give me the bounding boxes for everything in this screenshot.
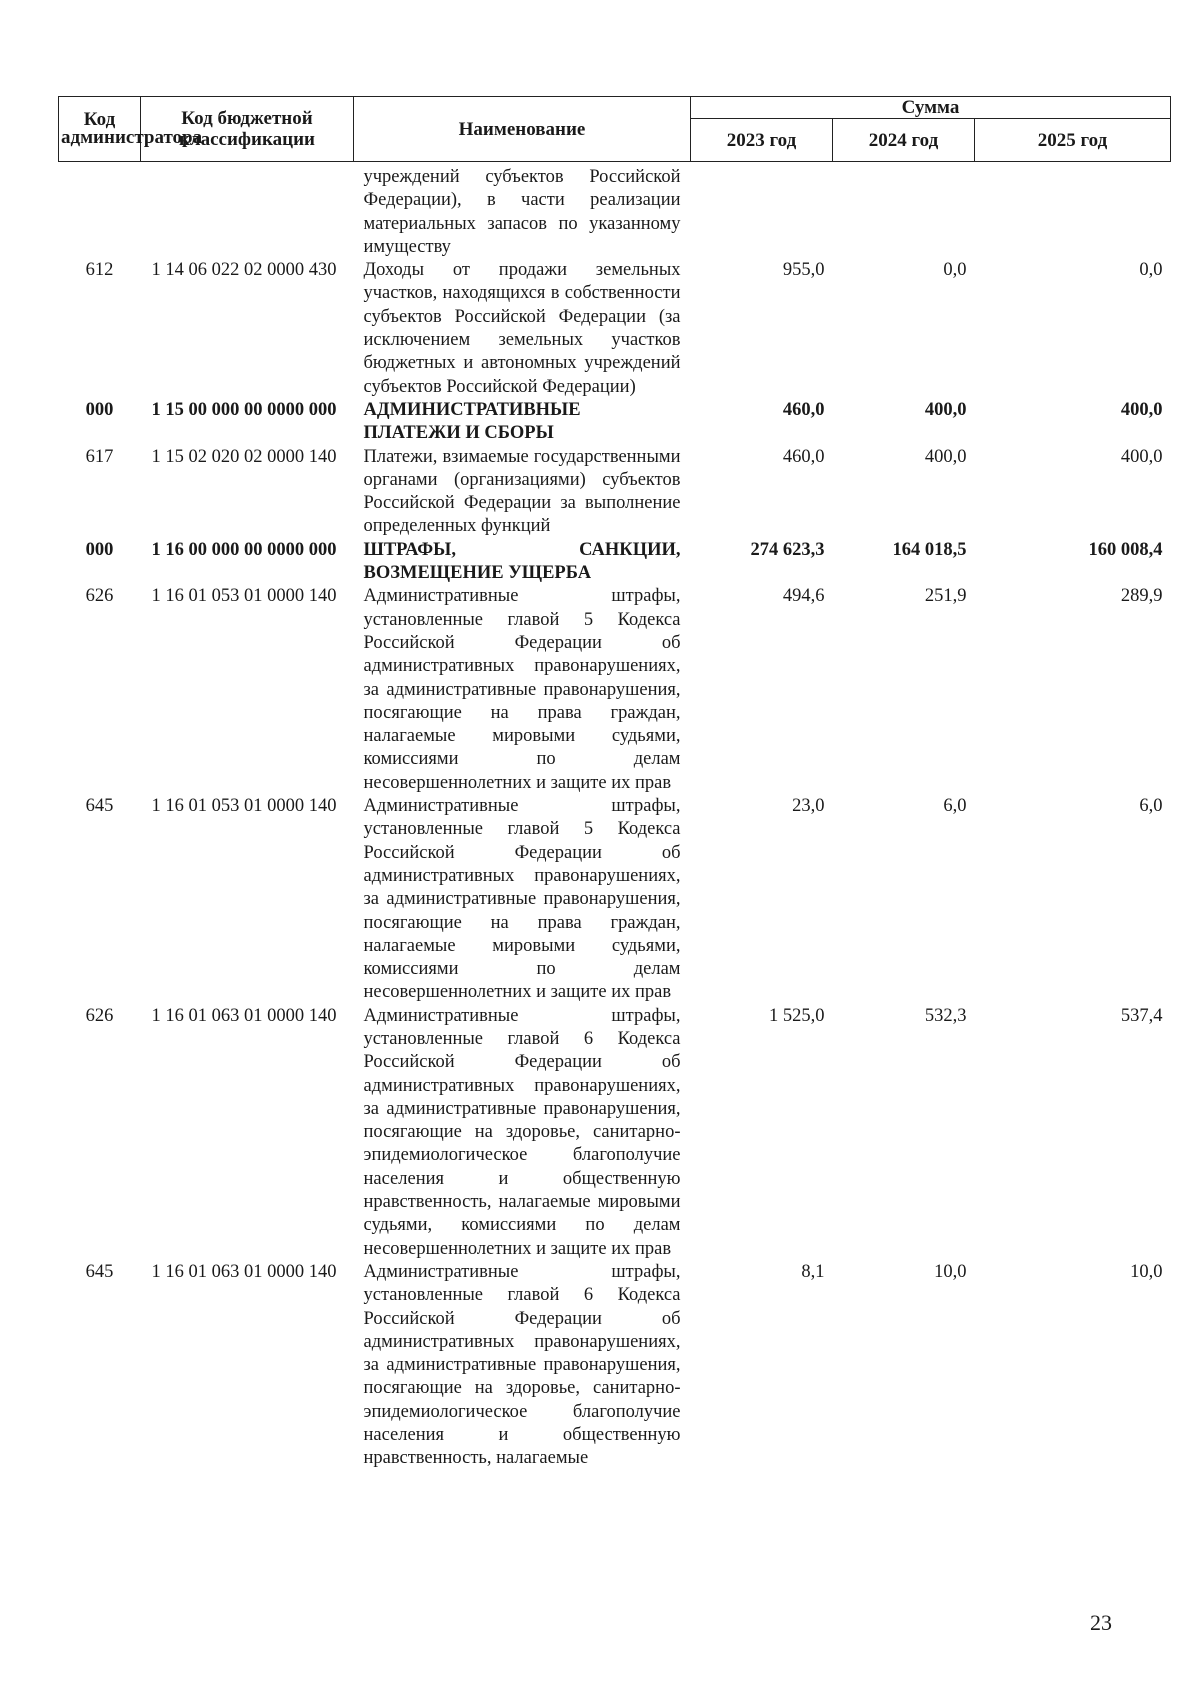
amount-2025-cell: 400,0: [1120, 399, 1163, 420]
admin-code-cell: 645: [85, 796, 114, 817]
kbk-cell: 1 15 00 000 00 0000 000: [151, 399, 337, 420]
amount-2023-cell: 460,0: [782, 399, 825, 420]
admin-code-cell: [59, 162, 141, 260]
table-row: [59, 1005, 1171, 1261]
header-year-2024: 2024 год: [833, 119, 975, 162]
page-number: 23: [1090, 1610, 1112, 1635]
admin-code-cell: 645: [85, 1261, 114, 1282]
admin-code-cell: 000: [85, 539, 114, 560]
header-year-2023: 2023 год: [691, 119, 833, 162]
header-sum: Сумма: [691, 97, 1171, 119]
header-year-2025: 2025 год: [975, 119, 1171, 162]
table-row-section: [59, 399, 1171, 446]
amount-2025-cell: [975, 162, 1171, 260]
amount-2024-cell: 0,0: [943, 260, 967, 281]
amount-2025-cell: 10,0: [1130, 1261, 1163, 1282]
header-admin-code: Код администратора: [59, 97, 141, 162]
amount-2025-cell: 537,4: [1120, 1005, 1163, 1026]
amount-2023-cell: 1 525,0: [769, 1005, 825, 1026]
kbk-cell: [141, 162, 354, 260]
name-cell: АДМИНИСТРАТИВНЫЕ ПЛАТЕЖИ И СБОРЫ: [363, 399, 581, 444]
amount-2025-cell: 289,9: [1120, 586, 1163, 607]
name-cell: Административные штрафы, установленные главой 6 Кодекса Российской Федерации об административных правонарушениях, за административные правонарушения, посягающие на здоровье, санитарно-эпидемиологическое благополучие населения и общественную нравственность, налагаемые мировыми судьями, комиссиями по делам несовершеннолетних и защите их прав: [363, 1005, 681, 1259]
amount-2024-cell: 6,0: [943, 796, 967, 817]
admin-code-cell: 617: [85, 446, 114, 467]
kbk-cell: 1 14 06 022 02 0000 430: [151, 260, 337, 281]
kbk-cell: 1 16 01 053 01 0000 140: [151, 796, 337, 817]
amount-2024-cell: 532,3: [924, 1005, 967, 1026]
name-cell: Административные штрафы, установленные главой 5 Кодекса Российской Федерации об административных правонарушениях, за административные правонарушения, посягающие на права граждан, налагаемые мировыми судьями, комиссиями по делам несовершеннолетних и защите их прав: [363, 796, 681, 1003]
admin-code-cell: 626: [85, 1005, 114, 1026]
amount-2024-cell: 10,0: [934, 1261, 967, 1282]
table-row: [59, 446, 1171, 539]
amount-2024-cell: 400,0: [924, 399, 967, 420]
table-header: [59, 97, 1171, 162]
amount-2023-cell: 8,1: [801, 1261, 825, 1282]
amount-2023-cell: 955,0: [782, 260, 825, 281]
table-row: [59, 795, 1171, 1005]
name-cell: Административные штрафы, установленные главой 6 Кодекса Российской Федерации об административных правонарушениях, за административные правонарушения, посягающие на здоровье, санитарно-эпидемиологическое благополучие населения и общественную нравственность, налагаемые: [363, 1261, 681, 1469]
amount-2023-cell: 23,0: [792, 796, 825, 817]
table-row: [59, 162, 1171, 260]
name-cell: ШТРАФЫ, САНКЦИИ, ВОЗМЕЩЕНИЕ УЩЕРБА: [363, 539, 681, 584]
name-cell: Доходы от продажи земельных участков, находящихся в собственности субъектов Российской Федерации (за исключением земельных участков бюджетных и автономных учреждений субъектов Российской Федерации): [363, 260, 681, 397]
admin-code-cell: 000: [85, 399, 114, 420]
kbk-cell: 1 15 02 020 02 0000 140: [151, 446, 337, 467]
admin-code-cell: 612: [85, 260, 114, 281]
header-name: Наименование: [354, 97, 691, 162]
admin-code-cell: 626: [85, 586, 114, 607]
amount-2024-cell: 164 018,5: [892, 539, 967, 560]
table-row-section: [59, 539, 1171, 586]
amount-2023-cell: [691, 162, 833, 260]
amount-2023-cell: 460,0: [782, 446, 825, 467]
table-row: [59, 585, 1171, 795]
table-row: [59, 1261, 1171, 1471]
kbk-cell: 1 16 01 053 01 0000 140: [151, 586, 337, 607]
amount-2025-cell: 160 008,4: [1088, 539, 1163, 560]
amount-2025-cell: 6,0: [1139, 796, 1163, 817]
amount-2024-cell: [833, 162, 975, 260]
kbk-cell: 1 16 00 000 00 0000 000: [151, 539, 337, 560]
table-row: [59, 259, 1171, 399]
amount-2025-cell: 400,0: [1120, 446, 1163, 467]
name-cell: учреждений субъектов Российской Федерации), в части реализации материальных запасов по указанному имуществу: [363, 167, 681, 257]
amount-2023-cell: 274 623,3: [750, 539, 825, 560]
name-cell: Платежи, взимаемые государственными органами (организациями) субъектов Российской Федерации за выполнение определенных функций: [363, 446, 681, 537]
kbk-cell: 1 16 01 063 01 0000 140: [151, 1005, 337, 1026]
kbk-cell: 1 16 01 063 01 0000 140: [151, 1261, 337, 1282]
budget-revenue-table-page: [58, 96, 1170, 1471]
name-cell: Административные штрафы, установленные главой 5 Кодекса Российской Федерации об административных правонарушениях, за административные правонарушения, посягающие на права граждан, налагаемые мировыми судьями, комиссиями по делам несовершеннолетних и защите их прав: [363, 586, 681, 793]
amount-2024-cell: 400,0: [924, 446, 967, 467]
amount-2025-cell: 0,0: [1139, 260, 1163, 281]
amount-2024-cell: 251,9: [924, 586, 967, 607]
table-body: [59, 162, 1171, 1471]
amount-2023-cell: 494,6: [782, 586, 825, 607]
header-kbk: Код бюджетной классификации: [141, 97, 354, 162]
budget-revenue-table: [58, 96, 1171, 1471]
